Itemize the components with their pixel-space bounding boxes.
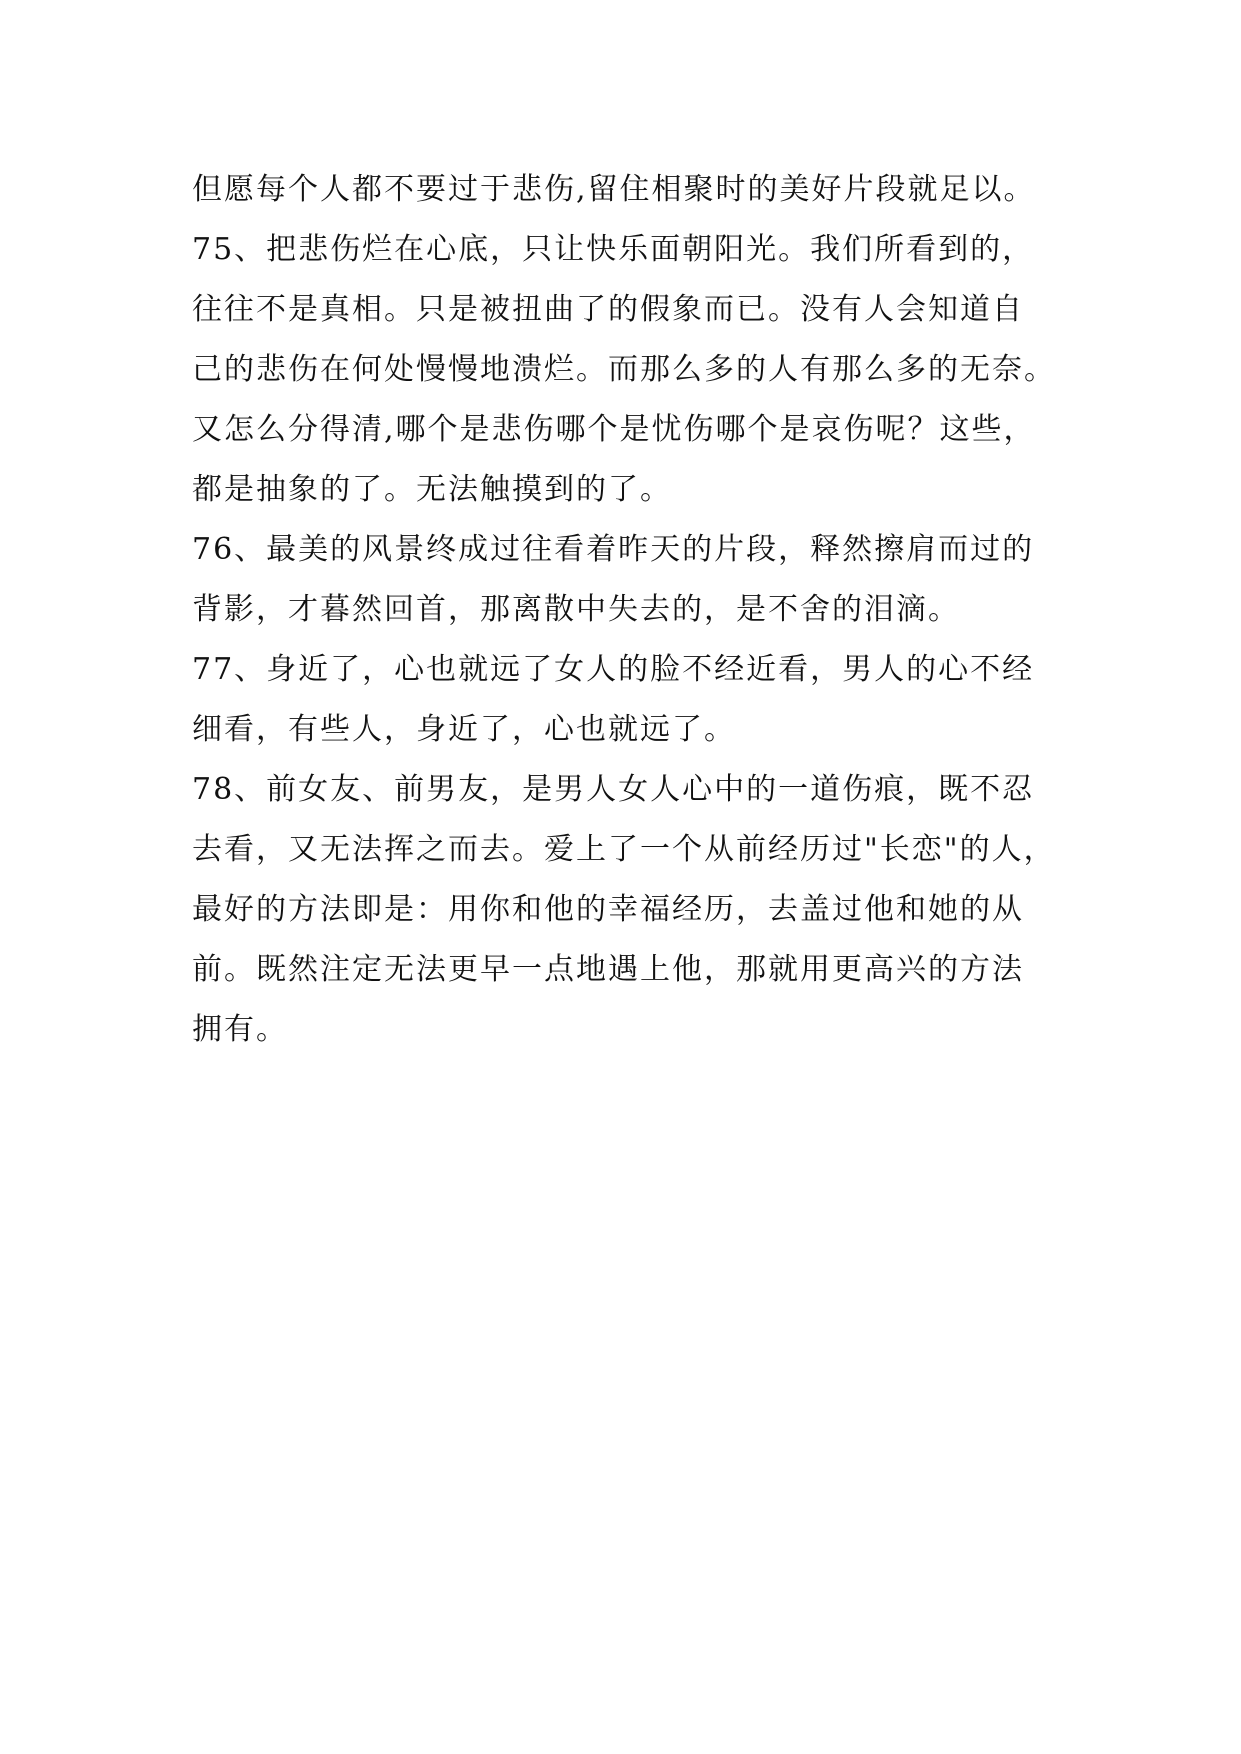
text-line: 最好的方法即是：用你和他的幸福经历，去盖过他和她的从 xyxy=(192,892,1024,927)
text-line: 都是抽象的了。无法触摸到的了。 xyxy=(192,472,672,507)
text-line: 前。既然注定无法更早一点地遇上他，那就用更高兴的方法 xyxy=(192,952,1024,987)
text-line: 76、最美的风景终成过往看着昨天的片段，释然擦肩而过的 xyxy=(192,532,1035,567)
text-line: 背影，才暮然回首，那离散中失去的，是不舍的泪滴。 xyxy=(192,592,960,627)
text-line: 拥有。 xyxy=(192,1012,288,1047)
text-line: 77、身近了，心也就远了女人的脸不经近看，男人的心不经 xyxy=(192,652,1035,687)
text-line: 但愿每个人都不要过于悲伤,留住相聚时的美好片段就足以。 xyxy=(192,172,1036,207)
text-line: 往往不是真相。只是被扭曲了的假象而已。没有人会知道自 xyxy=(192,292,1024,327)
text-line: 又怎么分得清,哪个是悲伤哪个是忧伤哪个是哀伤呢？这些， xyxy=(192,412,1036,447)
text-line: 75、把悲伤烂在心底，只让快乐面朝阳光。我们所看到的， xyxy=(192,232,1035,267)
document-body xyxy=(192,160,1152,1060)
text-line: 78、前女友、前男友，是男人女人心中的一道伤痕，既不忍 xyxy=(192,772,1035,807)
text-line: 细看，有些人，身近了，心也就远了。 xyxy=(192,712,736,747)
text-line: 己的悲伤在何处慢慢地溃烂。而那么多的人有那么多的无奈。 xyxy=(192,352,1056,387)
text-line: 去看，又无法挥之而去。爱上了一个从前经历过"长恋"的人， xyxy=(192,832,1056,867)
